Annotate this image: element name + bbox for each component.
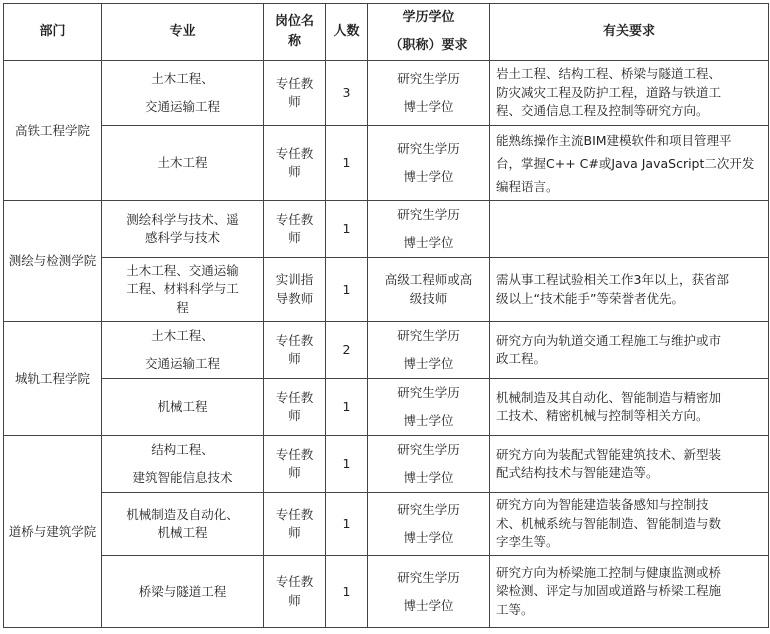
position-cell: 实训指 导教师	[264, 258, 326, 322]
count-cell: 1	[326, 258, 368, 322]
major-cell: 机械工程	[102, 379, 264, 436]
header-major: 专业	[102, 4, 264, 61]
requirements-cell: 研究方向为装配式智能建筑技术、新型装 配式结构技术与智能建造等。	[490, 436, 769, 493]
requirements-cell: 研究方向为智能建造装备感知与控制技 术、机械系统与智能制造、智能制造与数 字孪生等。	[490, 493, 769, 556]
count-cell: 1	[326, 201, 368, 258]
requirements-cell: 研究方向为桥梁施工控制与健康监测或桥 梁检测、评定与加固或道路与桥梁工程施 工等。	[490, 556, 769, 628]
position-cell: 专任教 师	[264, 556, 326, 628]
count-cell: 1	[326, 126, 368, 201]
dept-cell: 高铁工程学院	[4, 61, 102, 201]
degree-cell: 研究生学历 博士学位	[368, 379, 490, 436]
count-cell: 2	[326, 322, 368, 379]
major-cell: 土木工程、 交通运输工程	[102, 322, 264, 379]
table-row	[4, 201, 769, 258]
table-row	[4, 379, 769, 436]
major-cell: 机械制造及自动化、 机械工程	[102, 493, 264, 556]
table-row	[4, 556, 769, 628]
major-cell: 土木工程	[102, 126, 264, 201]
position-cell: 专任教 师	[264, 126, 326, 201]
count-cell: 1	[326, 493, 368, 556]
position-cell: 专任教 师	[264, 436, 326, 493]
recruitment-table	[3, 3, 769, 628]
requirements-cell	[490, 201, 769, 258]
major-cell: 土木工程、交通运输 工程、材料科学与工 程	[102, 258, 264, 322]
position-cell: 专任教 师	[264, 61, 326, 126]
table-row	[4, 436, 769, 493]
degree-cell: 研究生学历 博士学位	[368, 322, 490, 379]
header-dept: 部门	[4, 4, 102, 61]
degree-cell: 研究生学历 博士学位	[368, 61, 490, 126]
header-count: 人数	[326, 4, 368, 61]
position-cell: 专任教 师	[264, 379, 326, 436]
major-cell: 结构工程、 建筑智能信息技术	[102, 436, 264, 493]
count-cell: 1	[326, 379, 368, 436]
position-cell: 专任教 师	[264, 493, 326, 556]
count-cell: 3	[326, 61, 368, 126]
count-cell: 1	[326, 436, 368, 493]
degree-cell: 研究生学历 博士学位	[368, 493, 490, 556]
requirements-cell: 岩土工程、结构工程、桥梁与隧道工程、 防灾减灾工程及防护工程，道路与铁道工 程、交通信息工程及控制等研究方向。	[490, 61, 769, 126]
requirements-cell: 能熟练操作主流BIM建模软件和项目管理平 台，掌握C++ C#或Java JavaScript二次开发 编程语言。	[490, 126, 769, 201]
requirements-cell: 机械制造及其自动化、智能制造与精密加 工技术、精密机械与控制等相关方向。	[490, 379, 769, 436]
table-row	[4, 322, 769, 379]
header-degree: 学历学位 （职称）要求	[368, 4, 490, 61]
table-row	[4, 61, 769, 126]
requirements-cell: 研究方向为轨道交通工程施工与维护或市 政工程。	[490, 322, 769, 379]
header-position: 岗位名 称	[264, 4, 326, 61]
count-cell: 1	[326, 556, 368, 628]
degree-cell: 研究生学历 博士学位	[368, 201, 490, 258]
dept-cell: 测绘与检测学院	[4, 201, 102, 322]
dept-cell: 道桥与建筑学院	[4, 436, 102, 628]
major-cell: 桥梁与隧道工程	[102, 556, 264, 628]
major-cell: 测绘科学与技术、遥 感科学与技术	[102, 201, 264, 258]
degree-cell: 研究生学历 博士学位	[368, 126, 490, 201]
position-cell: 专任教 师	[264, 322, 326, 379]
degree-cell: 研究生学历 博士学位	[368, 556, 490, 628]
header-requirements: 有关要求	[490, 4, 769, 61]
dept-cell: 城轨工程学院	[4, 322, 102, 436]
table-row	[4, 258, 769, 322]
major-cell: 土木工程、 交通运输工程	[102, 61, 264, 126]
position-cell: 专任教 师	[264, 201, 326, 258]
requirements-cell: 需从事工程试验相关工作3年以上，获省部 级以上“技术能手”等荣誉者优先。	[490, 258, 769, 322]
degree-cell: 研究生学历 博士学位	[368, 436, 490, 493]
table-row	[4, 126, 769, 201]
degree-cell: 高级工程师或高 级技师	[368, 258, 490, 322]
table-row	[4, 493, 769, 556]
header-row	[4, 4, 769, 61]
